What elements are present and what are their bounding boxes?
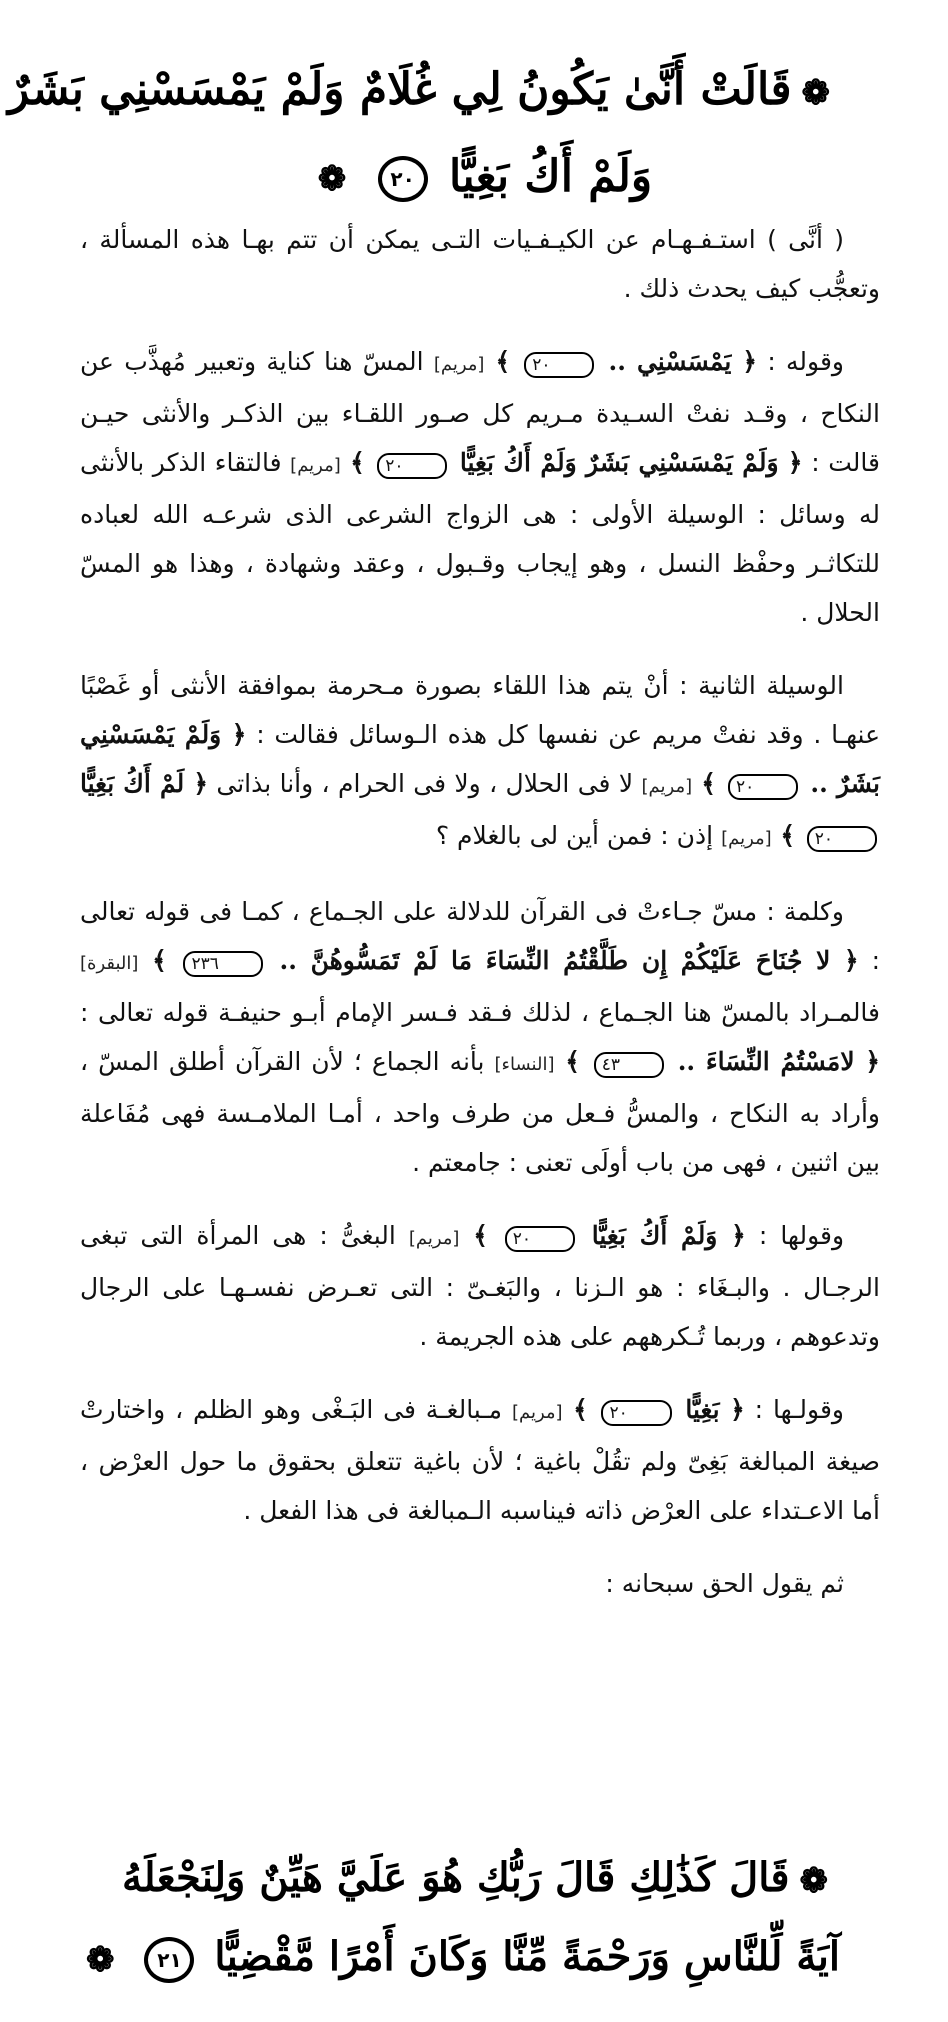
paragraph-text: الوسيلة الثانية : أنْ يتم هذا اللقاء بصورة مـحرمة بموافقة الأنثى أو غَصْبًا عنهـا . وقد نفتْ مريم عن نفسها كل هذه الـوسائل فقالت : — [80, 671, 881, 749]
quran-quote: ﴾ — [554, 1047, 591, 1076]
paragraph-text: لا فى الحلال ، ولا فى الحرام ، وأنا بذاتى — [208, 769, 642, 798]
quran-quote: ﴿ لا جُنَاحَ عَلَيْكُمْ إِن طَلَّقْتُمُ النِّسَاءَ مَا لَمْ تَمَسُّوهُنَّ .. — [265, 946, 859, 975]
quran-quote: ﴿ وَلَمْ أَكُ بَغِيًّا — [577, 1221, 746, 1250]
paragraph-text: فالمـراد بالمسّ هنا الجـماع ، لذلك فـقد فـسر الإمام أبـو حنيفـة قوله تعالى : — [80, 998, 880, 1027]
verse-number-badge: ٢٣٦ — [183, 951, 262, 977]
bottom-verse — [86, 1840, 840, 1998]
surah-reference: [مريم] — [290, 455, 341, 476]
quran-quote: ﴾ — [562, 1395, 599, 1424]
surah-reference: [مريم] — [641, 776, 693, 797]
quran-quote: ﴾ — [138, 946, 181, 975]
paragraph-text: وقولها : — [745, 1221, 845, 1250]
quran-quote: ﴿ وَلَمْ يَمْسَسْنِي بَشَرٌ .. — [80, 720, 880, 798]
bottom-verse-line-1 — [120, 1840, 840, 1919]
commentary-body — [80, 215, 880, 1632]
commentary-paragraph — [80, 337, 880, 637]
verse-number-badge: ٢١ — [144, 1937, 194, 1983]
verse-ornament-icon: ❁ — [801, 72, 830, 113]
commentary-paragraph — [80, 1385, 880, 1535]
verse-number-badge: ٢٠ — [378, 156, 428, 202]
commentary-paragraph — [80, 1559, 880, 1608]
paragraph-text: البغىُّ : هى المرأة التى تبغى الرجـال . والبـغَاء : هو الـزنا ، والبَغـىّ : التى تعـرض نفسـهـا على الرجال وتدعوهم ، وربما تُـكرههم على هذه الجريمة . — [80, 1221, 880, 1351]
quran-quote: ﴿ لَمْ أَكُ بَغِيًّا — [80, 769, 209, 798]
bottom-verse-text-1: قَالَ كَذَٰلِكِ قَالَ رَبُّكِ هُوَ عَلَيَّ هَيِّنٌ وَلِنَجْعَلَهُ — [121, 1854, 790, 1901]
verse-ornament-icon: ❁ — [799, 1861, 829, 1901]
quran-quote: ﴾ — [340, 448, 375, 477]
quran-quote: ﴿ بَغِيًّا — [674, 1395, 745, 1424]
paragraph-text: مـبالغـة فى البَـغْى وهو الظلم ، واختارتْ صيغة المبالغة بَغِىّ ولم تقُلْ باغية ؛ لأن باغية تتعلق بحقوق ما حول العرْض ، أما الاعـتداء على العرْض ذاته فيناسبه الـمبالغة فى هذا الفعل . — [80, 1395, 880, 1525]
surah-reference: [مريم] — [511, 1402, 563, 1423]
quran-quote: ﴾ — [484, 347, 522, 376]
paragraph-text: وقولـها : — [744, 1395, 844, 1424]
top-verse-text-1: قَالَتْ أَنَّىٰ يَكُونُ لِي غُلَامٌ وَلَمْ يَمْسَسْنِي بَشَرٌ — [8, 64, 792, 115]
quran-quote: ﴾ — [771, 821, 804, 850]
commentary-paragraph — [80, 1211, 880, 1361]
paragraph-text: ثم يقول الحق سبحانه : — [605, 1569, 844, 1598]
surah-reference: [مريم] — [721, 828, 772, 849]
surah-reference: [النساء] — [494, 1054, 555, 1075]
top-verse-text-2: وَلَمْ أَكُ بَغِيًّا — [448, 150, 653, 202]
top-verse-line-2 — [120, 135, 840, 222]
verse-number-badge: ٢٠ — [505, 1226, 575, 1252]
commentary-paragraph — [80, 215, 880, 313]
quran-quote: ﴾ — [692, 769, 726, 798]
quran-quote: ﴾ — [459, 1221, 502, 1250]
commentary-paragraph — [80, 887, 880, 1187]
paragraph-text: بأنه الجماع ؛ لأن القرآن أطلق المسّ ، وأراد به النكاح ، والمسُّ فـعل من طرف واحد ، أمـا الملامـسة فهى مُفَاعلة بين اثنين ، فهى من باب أولَى تعنى : جامعتم . — [80, 1047, 880, 1177]
verse-number-badge: ٢٠ — [377, 453, 447, 479]
paragraph-text: ( أنَّى ) استـفـهـام عن الكيـفـيات التـى يمكن أن تتم بهـا هذه المسألة ، وتعجُّب كيف يحدث ذلك . — [80, 225, 880, 303]
verse-number-badge: ٢٠ — [601, 1400, 671, 1426]
commentary-paragraph — [80, 661, 880, 863]
paragraph-text: المسّ هنا كناية وتعبير مُهذَّب عن النكاح ، وقـد نفتْ السـيدة مـريم كل صـور اللقـاء بين الذكـر والأنثى حيـن قالت : — [80, 347, 880, 477]
surah-reference: [البقرة] — [80, 953, 139, 974]
verse-ornament-icon: ❁ — [86, 1940, 115, 1980]
bottom-verse-text-2: آيَةً لِّلنَّاسِ وَرَحْمَةً مِّنَّا وَكَانَ أَمْرًا مَّقْضِيًّا — [214, 1933, 840, 1980]
paragraph-text: وقوله : — [757, 347, 844, 376]
verse-number-badge: ٢٠ — [807, 826, 877, 852]
paragraph-text: وكلمة : مسّ جـاءتْ فى القرآن للدلالة على الجـماع ، كمـا فى قوله تعالى : — [80, 897, 881, 975]
top-verse-line-1 — [8, 48, 840, 135]
paragraph-text: فالتقاء الذكر بالأنثى له وسائل : الوسيلة الأولى : هى الزواج الشرعى الذى شرعـه الله لعباده للتكاثـر وحفْظ النسل ، وهو إيجاب وقـبول ، وعقد وشهادة ، وهذا هو المسّ الحلال . — [80, 448, 880, 627]
verse-number-badge: ٤٣ — [594, 1052, 664, 1078]
quran-quote: ﴿ وَلَمْ يَمْسَسْنِي بَشَرٌ وَلَمْ أَكُ بَغِيًّا — [450, 448, 803, 477]
paragraph-text: إذن : فمن أين لى بالغلام ؟ — [435, 821, 722, 850]
verse-ornament-icon: ❁ — [317, 159, 347, 199]
quran-quote: ﴿ يَمْسَسْنِي .. — [597, 347, 758, 376]
quran-quote: ﴿ لامَسْتُمُ النِّسَاءَ .. — [666, 1047, 880, 1076]
bottom-verse-line-2 — [86, 1919, 840, 1998]
verse-number-badge: ٢٠ — [524, 352, 594, 378]
surah-reference: [مريم] — [408, 1228, 460, 1249]
surah-reference: [مريم] — [433, 354, 485, 375]
top-verse — [8, 48, 840, 221]
verse-number-badge: ٢٠ — [728, 774, 798, 800]
